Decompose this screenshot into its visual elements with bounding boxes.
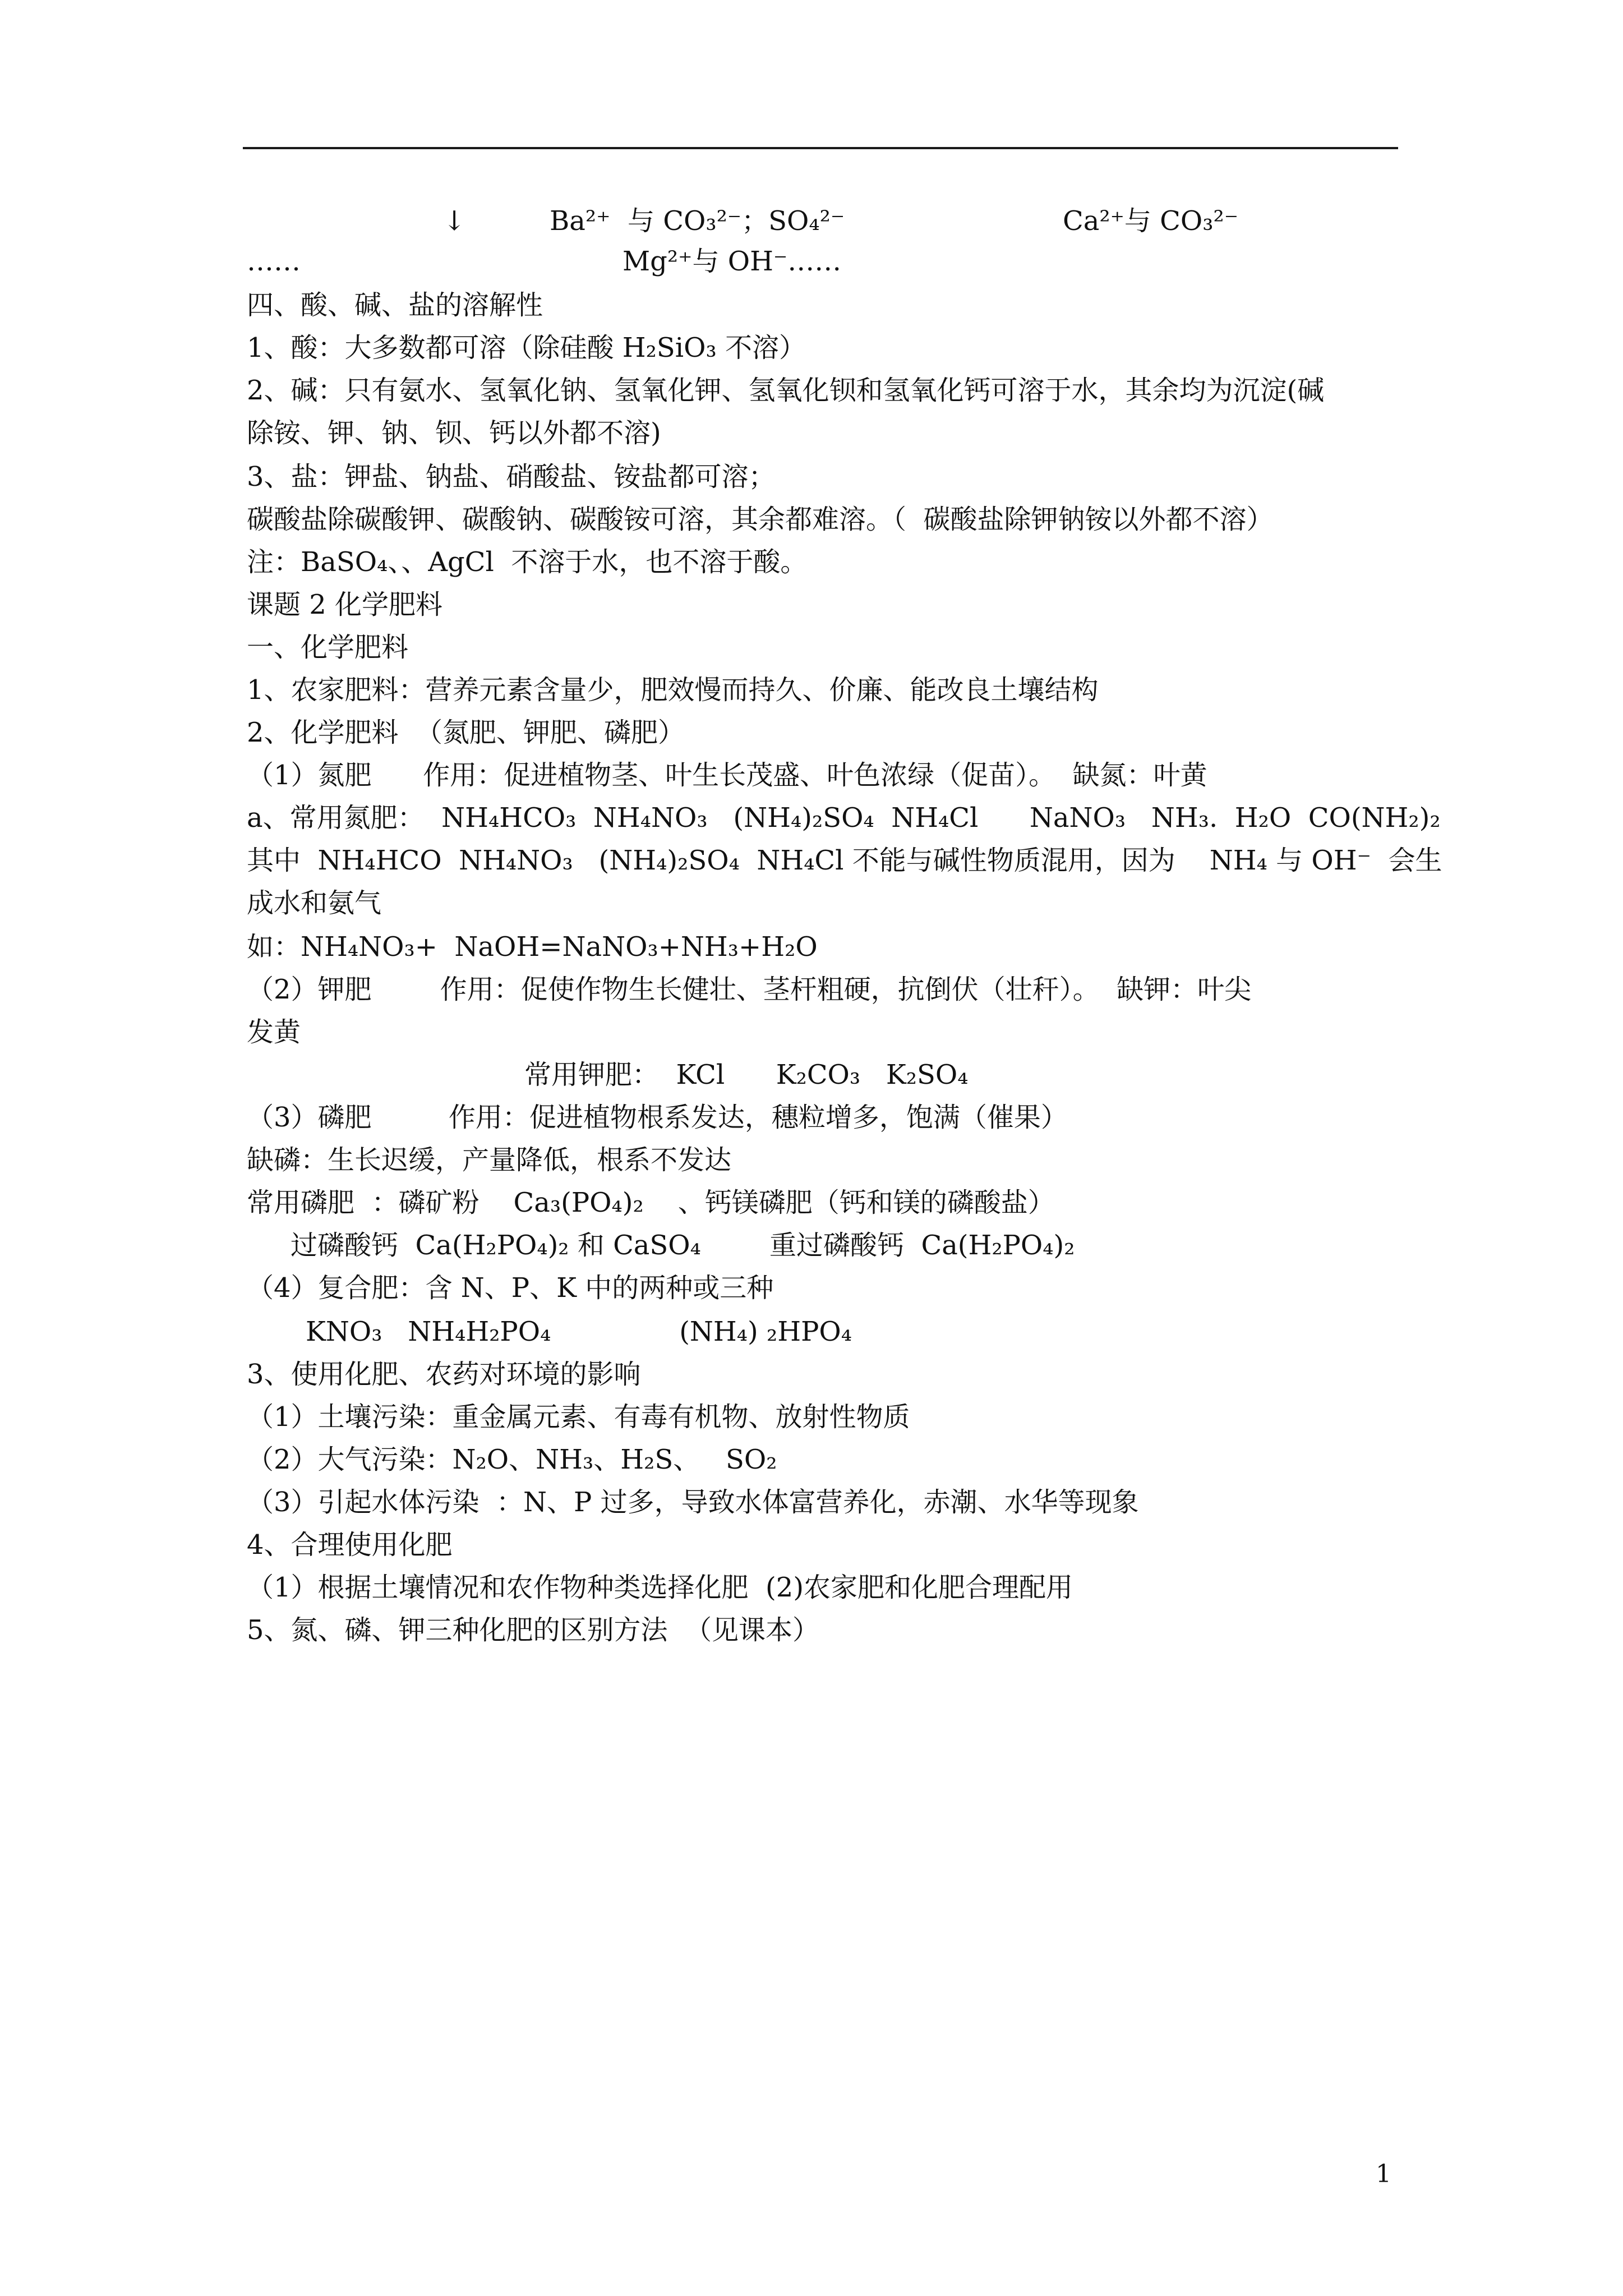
text-line: 四、酸、碱、盐的溶解性 <box>247 289 543 321</box>
text-line: （2）大气污染：N₂O、NH₃、H₂S、 SO₂ <box>247 1444 777 1475</box>
text-line: 3、使用化肥、农药对环境的影响 <box>247 1359 641 1390</box>
text-line: …… <box>247 246 301 277</box>
text-line: 碳酸盐除碳酸钾、碳酸钠、碳酸铵可溶，其余都难溶。（ 碳酸盐除钾钠铵以外都不溶） <box>247 504 1274 535</box>
text-line: Ca²⁺与 CO₃²⁻ <box>1063 205 1239 237</box>
text-line: a、常用氮肥： NH₄HCO₃ NH₄NO₃ (NH₄)₂SO₄ NH₄Cl NaNO₃ NH₃. H₂O CO(NH₂)₂ <box>247 802 1441 834</box>
text-line: Mg²⁺与 OH⁻…… <box>623 246 842 277</box>
text-line: 5、氮、磷、钾三种化肥的区别方法 （见课本） <box>247 1614 820 1646</box>
page-number: 1 <box>1376 2160 1391 2188</box>
text-line: 4、合理使用化肥 <box>247 1529 453 1561</box>
text-line: （1）氮肥 作用：促进植物茎、叶生长茂盛、叶色浓绿（促苗）。 缺氮：叶黄 <box>247 760 1207 791</box>
text-line: （3）磷肥 作用：促进植物根系发达，穗粒增多，饱满（催果） <box>247 1102 1068 1133</box>
text-line: 1、酸：大多数都可溶（除硅酸 H₂SiO₃ 不溶） <box>247 332 806 364</box>
text-line: KNO₃ NH₄H₂PO₄ (NH₄) ₂HPO₄ <box>306 1316 852 1347</box>
text-line: 3、盐：钾盐、钠盐、硝酸盐、铵盐都可溶； <box>247 461 776 493</box>
text-line: 2、化学肥料 （氮肥、钾肥、磷肥） <box>247 717 685 748</box>
text-line: 其中 NH₄HCO NH₄NO₃ (NH₄)₂SO₄ NH₄Cl 不能与碱性物质混用，因为 NH₄ 与 OH⁻ 会生 <box>247 845 1442 876</box>
text-line: 注：BaSO₄、、AgCl 不溶于水，也不溶于酸。 <box>247 546 808 578</box>
text-line: 成水和氨气 <box>247 887 382 919</box>
text-line: 过磷酸钙 Ca(H₂PO₄)₂ 和 CaSO₄ 重过磷酸钙 Ca(H₂PO₄)₂ <box>291 1230 1075 1261</box>
text-line: 常用磷肥 ：磷矿粉 Ca₃(PO₄)₂ 、钙镁磷肥（钙和镁的磷酸盐） <box>247 1187 1055 1218</box>
text-line: （3）引起水体污染 ：N、P 过多，导致水体富营养化，赤潮、水华等现象 <box>247 1487 1139 1518</box>
text-line: 发黄 <box>247 1016 301 1048</box>
text-line: （4）复合肥：含 N、P、K 中的两种或三种 <box>247 1272 774 1304</box>
text-line: 除铵、钾、钠、钡、钙以外都不溶) <box>247 417 661 449</box>
text-line: 一、化学肥料 <box>247 632 409 663</box>
text-line: 1、农家肥料：营养元素含量少，肥效慢而持久、价廉、能改良土壤结构 <box>247 674 1099 706</box>
text-line: ↓ <box>443 205 466 237</box>
text-line: 2、碱：只有氨水、氢氧化钠、氢氧化钾、氢氧化钡和氢氧化钙可溶于水，其余均为沉淀(碱 <box>247 375 1325 406</box>
header-rule <box>243 147 1398 149</box>
text-line: （1）土壤污染：重金属元素、有毒有机物、放射性物质 <box>247 1401 910 1433</box>
text-line: 课题 2 化学肥料 <box>247 589 443 620</box>
text-line: （1）根据土壤情况和农作物种类选择化肥 (2)农家肥和化肥合理配用 <box>247 1572 1073 1603</box>
text-line: 如：NH₄NO₃+ NaOH=NaNO₃+NH₃+H₂O <box>247 931 818 963</box>
text-line: Ba²⁺ 与 CO₃²⁻；SO₄²⁻ <box>550 205 845 237</box>
text-line: （2）钾肥 作用：促使作物生长健壮、茎杆粗硬，抗倒伏（壮秆）。 缺钾：叶尖 <box>247 974 1252 1005</box>
text-line: 常用钾肥： KCl K₂CO₃ K₂SO₄ <box>524 1059 969 1091</box>
text-line: 缺磷：生长迟缓，产量降低，根系不发达 <box>247 1144 732 1176</box>
